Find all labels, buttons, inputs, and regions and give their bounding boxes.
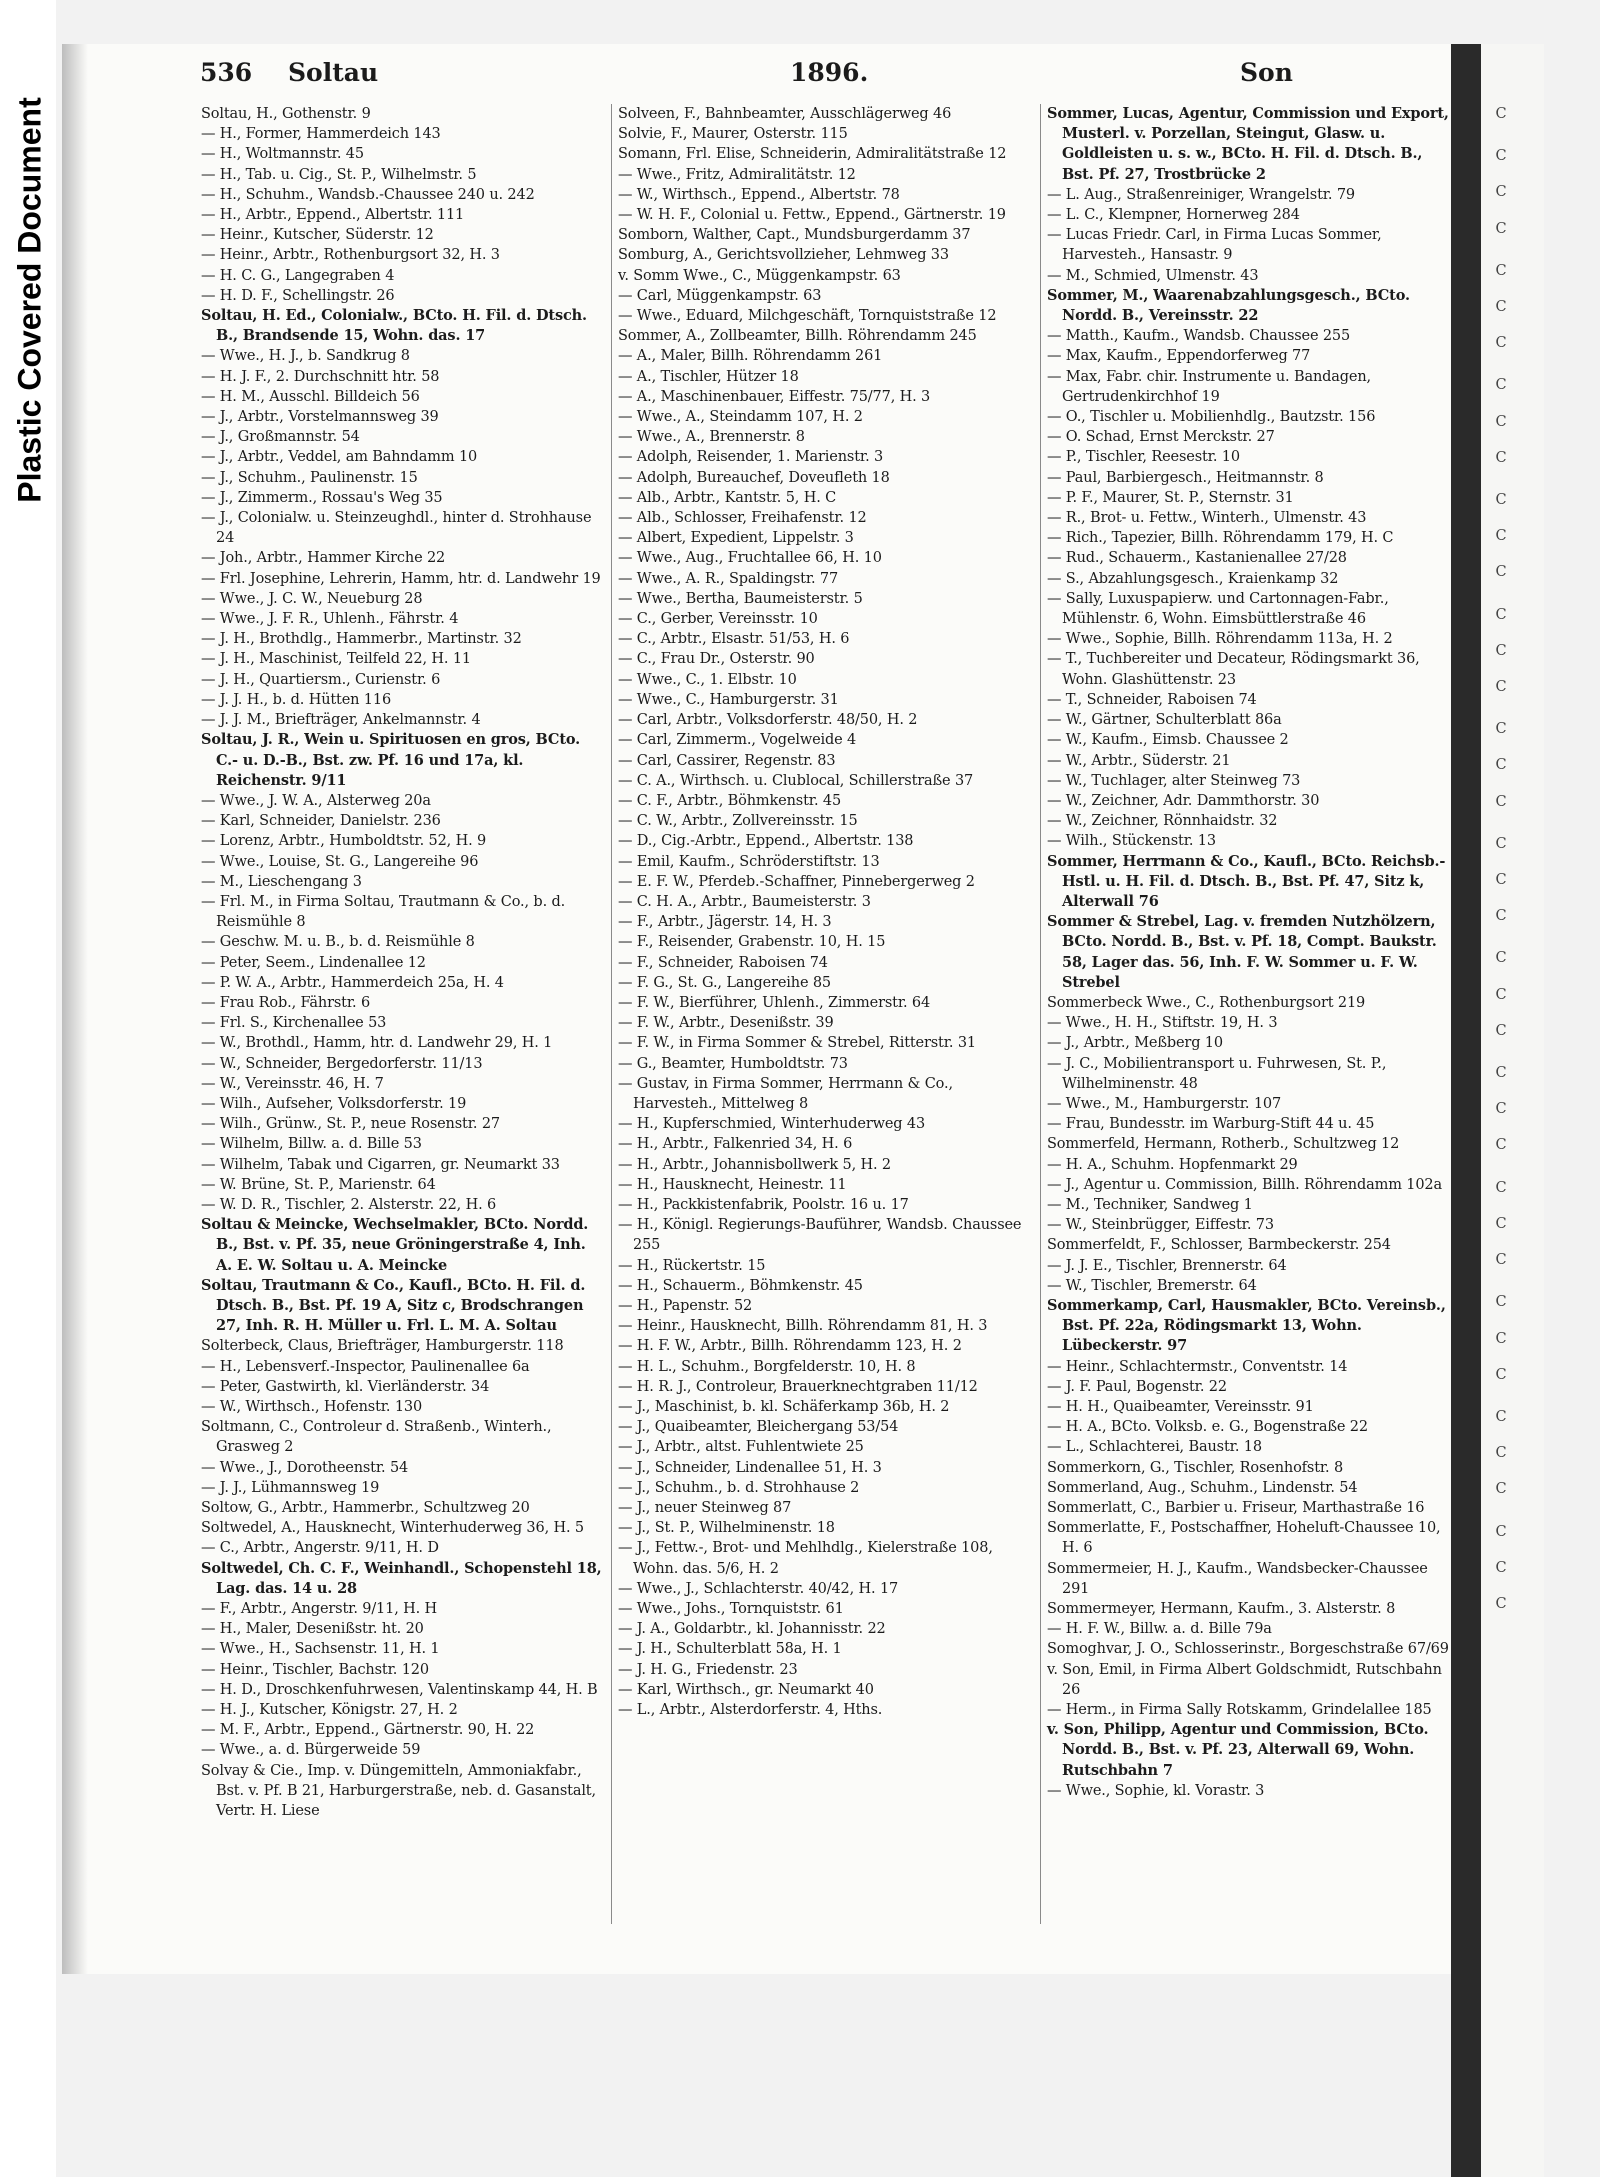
directory-entry: — G., Beamter, Humboldtstr. 73 — [618, 1055, 848, 1072]
directory-entry: — H. C. G., Langegraben 4 — [201, 267, 395, 284]
directory-entry: — J., Zimmerm., Rossau's Weg 35 — [201, 489, 443, 506]
directory-entry: — W., Arbtr., Süderstr. 21 — [1047, 752, 1231, 769]
directory-entry: Soltow, G., Arbtr., Hammerbr., Schultzweg 20 — [201, 1500, 530, 1517]
directory-entry: — Joh., Arbtr., Hammer Kirche 22 — [201, 550, 446, 567]
directory-entry: — Heinr., Hausknecht, Billh. Röhrendamm 81, H. 3 — [618, 1318, 988, 1335]
directory-entry: — F., Arbtr., Jägerstr. 14, H. 3 — [618, 914, 832, 931]
column-rule — [611, 104, 612, 1924]
directory-entry: — W., Vereinsstr. 46, H. 7 — [201, 1075, 384, 1092]
directory-entry: Sommer, Lucas, Agentur, Commission und Export, Musterl. v. Porzellan, Steingut, Glasw. u. Goldleisten u. s. w., BCto. H. Fil. d. Dtsch. B., Bst. Pf. 27, Trostbrücke 2 — [1047, 105, 1449, 183]
directory-entry: — J. H. G., Friedenstr. 23 — [618, 1661, 798, 1678]
directory-entry: — H., Arbtr., Eppend., Albertstr. 111 — [201, 207, 465, 224]
directory-entry: — J. J., Lühmannsweg 19 — [201, 1479, 380, 1496]
directory-entry: — Wilh., Aufseher, Volksdorferstr. 19 — [201, 1095, 467, 1112]
directory-entry: Soltau, J. R., Wein u. Spirituosen en gros, BCto. C.- u. D.-B., Bst. zw. Pf. 16 und 17a, kl. Reichenstr. 9/11 — [201, 731, 581, 789]
right-page-initial: C — [1495, 299, 1507, 316]
directory-entry: — Max, Fabr. chir. Instrumente u. Bandagen, Gertrudenkirchhof 19 — [1047, 368, 1371, 405]
directory-entry: — Peter, Seem., Lindenallee 12 — [201, 954, 426, 971]
directory-entry: — Frl. S., Kirchenallee 53 — [201, 1015, 387, 1032]
directory-entry: — Wwe., Aug., Fruchtallee 66, H. 10 — [618, 550, 882, 567]
directory-entry: — Wwe., J. F. R., Uhlenh., Fährstr. 4 — [201, 611, 459, 628]
directory-entry: — T., Schneider, Raboisen 74 — [1047, 691, 1257, 708]
directory-entry: — H., Maler, Desenißstr. ht. 20 — [201, 1621, 424, 1638]
directory-entry: — W. Brüne, St. P., Marienstr. 64 — [201, 1176, 436, 1193]
directory-entry: — J. H., Quartiersm., Curienstr. 6 — [201, 671, 441, 688]
right-page-initial: C — [1495, 872, 1507, 889]
directory-entry: — J., Schneider, Lindenallee 51, H. 3 — [618, 1459, 882, 1476]
directory-entry: — Karl, Wirthsch., gr. Neumarkt 40 — [618, 1681, 874, 1698]
directory-entry: — H. F. W., Arbtr., Billh. Röhrendamm 123, H. 2 — [618, 1338, 962, 1355]
directory-entry: — H. D., Droschkenfuhrwesen, Valentinskamp 44, H. B — [201, 1681, 598, 1698]
right-page-initials — [1486, 104, 1516, 1636]
directory-entry: — W., Kaufm., Eimsb. Chaussee 2 — [1047, 732, 1289, 749]
right-page-initial: C — [1495, 564, 1507, 581]
directory-entry: — C. H. A., Arbtr., Baumeisterstr. 3 — [618, 893, 871, 910]
directory-entry: — Rud., Schauerm., Kastanienallee 27/28 — [1047, 550, 1347, 567]
directory-entry: Sommerlatt, C., Barbier u. Friseur, Marthastraße 16 — [1047, 1500, 1425, 1517]
right-page-initial: C — [1495, 106, 1507, 122]
directory-entry: — Wilhelm, Billw. a. d. Bille 53 — [201, 1136, 422, 1153]
directory-entry: — J., St. P., Wilhelminenstr. 18 — [618, 1520, 835, 1537]
directory-entry: v. Son, Philipp, Agentur und Commission, BCto. Nordd. B., Bst. v. Pf. 23, Alterwall 69, Wohn. Rutschbahn 7 — [1047, 1721, 1429, 1779]
directory-entry: Sommermeyer, Hermann, Kaufm., 3. Alsterstr. 8 — [1047, 1601, 1396, 1618]
directory-entry: — W., Tuchlager, alter Steinweg 73 — [1047, 772, 1301, 789]
directory-entry: — Wwe., J., Dorotheenstr. 54 — [201, 1459, 409, 1476]
directory-entry: — Wwe., Louise, St. G., Langereihe 96 — [201, 853, 479, 870]
directory-entry: — L. Aug., Straßenreiniger, Wrangelstr. 79 — [1047, 186, 1356, 203]
directory-entry: — Rich., Tapezier, Billh. Röhrendamm 179, H. C — [1047, 530, 1394, 547]
directory-entry: — P. F., Maurer, St. P., Sternstr. 31 — [1047, 489, 1294, 506]
directory-entry: Sommermeier, H. J., Kaufm., Wandsbecker-Chaussee 291 — [1047, 1560, 1428, 1597]
directory-entry: — Wwe., C., 1. Elbstr. 10 — [618, 671, 797, 688]
right-page-initial: C — [1495, 528, 1507, 545]
directory-entry: — J., Colonialw. u. Steinzeughdl., hinter d. Strohhause 24 — [201, 510, 592, 547]
directory-entry: Sommerkamp, Carl, Hausmakler, BCto. Vereinsb., Bst. Pf. 22a, Rödingsmarkt 13, Wohn. Lübeckerstr. 97 — [1047, 1296, 1446, 1355]
right-page-initial: C — [1495, 335, 1507, 352]
right-page-initial: C — [1495, 262, 1507, 279]
directory-entry: — J. F. Paul, Bogenstr. 22 — [1047, 1378, 1227, 1395]
directory-entry: — Heinr., Kutscher, Süderstr. 12 — [201, 227, 434, 244]
directory-entry: — H., Lebensverf.-Inspector, Paulinenallee 6a — [201, 1358, 530, 1375]
directory-entry: — H., Arbtr., Johannisbollwerk 5, H. 2 — [618, 1156, 891, 1173]
directory-entry: — F., Arbtr., Angerstr. 9/11, H. H — [201, 1601, 438, 1618]
directory-entry: — Gustav, in Firma Sommer, Herrmann & Co., Harvesteh., Mittelweg 8 — [618, 1075, 953, 1112]
directory-entry: — C., Arbtr., Angerstr. 9/11, H. D — [201, 1540, 439, 1557]
directory-entry: — J. C., Mobilientransport u. Fuhrwesen, St. P., Wilhelminenstr. 48 — [1047, 1055, 1387, 1092]
directory-entry: — Emil, Kaufm., Schröderstiftstr. 13 — [618, 853, 880, 870]
right-page-initial: C — [1495, 1481, 1507, 1498]
directory-entry: — C. F., Arbtr., Böhmkenstr. 45 — [618, 792, 842, 809]
directory-entry: — Wwe., a. d. Bürgerweide 59 — [201, 1742, 421, 1759]
directory-entry: — J., Arbtr., Vorstelmannsweg 39 — [201, 409, 439, 426]
directory-entry: — F., Reisender, Grabenstr. 10, H. 15 — [618, 934, 886, 951]
directory-entry: — M. F., Arbtr., Eppend., Gärtnerstr. 90, H. 22 — [201, 1722, 535, 1739]
directory-entry: — H., Arbtr., Falkenried 34, H. 6 — [618, 1136, 853, 1153]
directory-entry: — J. H., Maschinist, Teilfeld 22, H. 11 — [201, 651, 471, 668]
directory-entry: Soltmann, C., Controleur d. Straßenb., Winterh., Grasweg 2 — [201, 1419, 552, 1456]
directory-entry: — J., Arbtr., altst. Fuhlentwiete 25 — [618, 1439, 864, 1456]
right-page-initial: C — [1495, 793, 1507, 810]
right-page-initial: C — [1495, 1445, 1507, 1462]
directory-entry: — Herm., in Firma Sally Rotskamm, Grindelallee 185 — [1047, 1702, 1432, 1719]
directory-entry: — F. W., Bierführer, Uhlenh., Zimmerstr. 64 — [618, 994, 931, 1011]
directory-entry: — Geschw. M. u. B., b. d. Reismühle 8 — [201, 934, 475, 951]
directory-entry: — Alb., Arbtr., Kantstr. 5, H. C — [618, 489, 837, 506]
right-page-initial: C — [1495, 757, 1507, 774]
right-page-initial: C — [1495, 642, 1507, 659]
right-page-initial: C — [1495, 220, 1507, 237]
right-page-initial: C — [1495, 1595, 1507, 1612]
directory-entry: — W., Zeichner, Rönnhaidstr. 32 — [1047, 813, 1278, 830]
directory-entry: — L., Arbtr., Alsterdorferstr. 4, Hths. — [618, 1702, 883, 1719]
directory-entry: — Wwe., Fritz, Admiralitätstr. 12 — [618, 166, 856, 183]
year: 1896. — [790, 58, 869, 87]
directory-entry: Soltwedel, Ch. C. F., Weinhandl., Schopenstehl 18, Lag. das. 14 u. 28 — [201, 1559, 602, 1597]
directory-entry: — T., Tuchbereiter und Decateur, Rödingsmarkt 36, Wohn. Glashüttenstr. 23 — [1047, 651, 1420, 688]
directory-entry: — H., Hausknecht, Heinestr. 11 — [618, 1176, 847, 1193]
right-page-initial: C — [1495, 1137, 1507, 1154]
directory-entry: — Frl. Josephine, Lehrerin, Hamm, htr. d. Landwehr 19 — [201, 570, 601, 587]
directory-entry: — J., Quaibeamter, Bleichergang 53/54 — [618, 1419, 899, 1436]
right-page-initial: C — [1495, 1408, 1507, 1425]
directory-entry: Soltwedel, A., Hausknecht, Winterhuderweg 36, H. 5 — [201, 1520, 584, 1537]
directory-entry: — Wilhelm, Tabak und Cigarren, gr. Neumarkt 33 — [201, 1156, 560, 1173]
directory-entry: Sommerbeck Wwe., C., Rothenburgsort 219 — [1047, 994, 1366, 1011]
directory-entry: — H. J., Kutscher, Königstr. 27, H. 2 — [201, 1702, 458, 1719]
directory-entry: — P. W. A., Arbtr., Hammerdeich 25a, H. 4 — [201, 974, 504, 991]
directory-entry: — J., Großmannstr. 54 — [201, 429, 360, 446]
directory-entry: — W., Steinbrügger, Eiffestr. 73 — [1047, 1217, 1274, 1234]
directory-entry: — Wwe., M., Hamburgerstr. 107 — [1047, 1095, 1282, 1112]
directory-entry: Sommer, Herrmann & Co., Kaufl., BCto. Reichsb.-Hstl. u. H. Fil. d. Dtsch. B., Bst. Pf. 47, Sitz k, Alterwall 76 — [1047, 852, 1446, 910]
directory-entry: — W., Gärtner, Schulterblatt 86a — [1047, 712, 1282, 729]
directory-entry: Sommerfeldt, F., Schlosser, Barmbeckerstr. 254 — [1047, 1237, 1391, 1254]
directory-entry: — Carl, Zimmerm., Vogelweide 4 — [618, 732, 857, 749]
right-page-initial: C — [1495, 377, 1507, 394]
directory-entry: — L. C., Klempner, Hornerweg 284 — [1047, 207, 1300, 224]
directory-entry: — H. A., Schuhm. Hopfenmarkt 29 — [1047, 1156, 1298, 1173]
directory-entry: — W., Brothdl., Hamm, htr. d. Landwehr 29, H. 1 — [201, 1035, 553, 1052]
directory-entry: Soltau & Meincke, Wechselmakler, BCto. Nordd. B., Bst. v. Pf. 35, neue Gröningerstraße 4, Inh. A. E. W. Soltau u. A. Meincke — [201, 1216, 589, 1274]
directory-entry: — A., Maler, Billh. Röhrendamm 261 — [618, 348, 883, 365]
directory-entry: v. Somm Wwe., C., Müggenkampstr. 63 — [618, 267, 901, 284]
left-running-name: Soltau — [288, 58, 379, 87]
directory-entry: — J., neuer Steinweg 87 — [618, 1500, 792, 1517]
right-page-initial: C — [1495, 908, 1507, 925]
directory-entry: — Wwe., A., Brennerstr. 8 — [618, 429, 805, 446]
page-number: 536 — [200, 58, 253, 87]
directory-entry: Sommerkorn, G., Tischler, Rosenhofstr. 8 — [1047, 1459, 1344, 1476]
directory-entry: — J. J. E., Tischler, Brennerstr. 64 — [1047, 1257, 1287, 1274]
directory-entry: — J. J. M., Briefträger, Ankelmannstr. 4 — [201, 712, 481, 729]
directory-entry: — O., Tischler u. Mobilienhdlg., Bautzstr. 156 — [1047, 409, 1376, 426]
directory-entry: — Frau, Bundesstr. im Warburg-Stift 44 u. 45 — [1047, 1116, 1375, 1133]
directory-entry: — Karl, Schneider, Danielstr. 236 — [201, 813, 441, 830]
right-page-initial: C — [1495, 449, 1507, 466]
directory-entry: — H., Former, Hammerdeich 143 — [201, 126, 441, 143]
directory-entry: — W., Tischler, Bremerstr. 64 — [1047, 1277, 1257, 1294]
directory-entry: — J. A., Goldarbtr., kl. Johannisstr. 22 — [618, 1621, 886, 1638]
directory-entry: — H. M., Ausschl. Billdeich 56 — [201, 388, 420, 405]
directory-entry: — Wwe., J. W. A., Alsterweg 20a — [201, 792, 431, 809]
right-page-initial: C — [1495, 492, 1507, 509]
directory-entry: — Frau Rob., Fährstr. 6 — [201, 994, 371, 1011]
directory-entry: — Carl, Arbtr., Volksdorferstr. 48/50, H. 2 — [618, 712, 918, 729]
directory-entry: — A., Maschinenbauer, Eiffestr. 75/77, H. 3 — [618, 388, 931, 405]
right-page-initial: C — [1495, 1366, 1507, 1383]
directory-entry: — Wilh., Stückenstr. 13 — [1047, 833, 1216, 850]
directory-entry: — Wwe., Bertha, Baumeisterstr. 5 — [618, 590, 863, 607]
directory-entry: — F., Schneider, Raboisen 74 — [618, 954, 828, 971]
directory-entry: — C., Arbtr., Elsastr. 51/53, H. 6 — [618, 631, 850, 648]
directory-entry: — Peter, Gastwirth, kl. Vierländerstr. 34 — [201, 1378, 490, 1395]
directory-entry: Somburg, A., Gerichtsvollzieher, Lehmweg 33 — [618, 247, 949, 264]
directory-entry: — Carl, Müggenkampstr. 63 — [618, 287, 822, 304]
directory-entry: — Heinr., Tischler, Bachstr. 120 — [201, 1661, 429, 1678]
directory-entry: — Heinr., Schlachtermstr., Conventstr. 14 — [1047, 1358, 1348, 1375]
directory-entry: — O. Schad, Ernst Merckstr. 27 — [1047, 429, 1275, 446]
directory-entry: Solvie, F., Maurer, Osterstr. 115 — [618, 126, 848, 143]
right-page-initial: C — [1495, 835, 1507, 852]
directory-entry: Soltau, H., Gothenstr. 9 — [201, 106, 371, 122]
directory-entry: — Wilh., Grünw., St. P., neue Rosenstr. 27 — [201, 1116, 500, 1133]
directory-entry: — L., Schlachterei, Baustr. 18 — [1047, 1439, 1262, 1456]
directory-entry: — F. G., St. G., Langereihe 85 — [618, 974, 832, 991]
directory-entry: — H., Kupferschmied, Winterhuderweg 43 — [618, 1116, 926, 1133]
directory-entry: — W., Zeichner, Adr. Dammthorstr. 30 — [1047, 792, 1320, 809]
directory-entry: Somoghvar, J. O., Schlosserinstr., Borgeschstraße 67/69 — [1047, 1641, 1449, 1658]
directory-entry: — C., Frau Dr., Osterstr. 90 — [618, 651, 815, 668]
directory-entry: — W. H. F., Colonial u. Fettw., Eppend., Gärtnerstr. 19 — [618, 207, 1006, 224]
right-page-initial: C — [1495, 1252, 1507, 1269]
directory-entry: — H., Tab. u. Cig., St. P., Wilhelmstr. 5 — [201, 166, 477, 183]
directory-entry: v. Son, Emil, in Firma Albert Goldschmidt, Rutschbahn 26 — [1047, 1661, 1442, 1698]
directory-entry: — Paul, Barbiergesch., Heitmannstr. 8 — [1047, 469, 1324, 486]
directory-entry: — M., Techniker, Sandweg 1 — [1047, 1196, 1253, 1213]
right-page-initial: C — [1495, 1179, 1507, 1196]
directory-entry: — H., Schuhm., Wandsb.-Chaussee 240 u. 242 — [201, 186, 535, 203]
directory-entry: — F. W., in Firma Sommer & Strebel, Ritterstr. 31 — [618, 1035, 976, 1052]
right-page-initial: C — [1495, 1294, 1507, 1311]
directory-entry: — Albert, Expedient, Lippelstr. 3 — [618, 530, 854, 547]
directory-entry: — Sally, Luxuspapierw. und Cartonnagen-Fabr., Mühlenstr. 6, Wohn. Eimsbüttlerstraße 46 — [1047, 590, 1389, 628]
directory-entry: — S., Abzahlungsgesch., Kraienkamp 32 — [1047, 570, 1339, 587]
directory-entry: — H. A., BCto. Volksb. e. G., Bogenstraße 22 — [1047, 1419, 1368, 1436]
right-page-initial: C — [1495, 1330, 1507, 1347]
column-rule — [1040, 104, 1041, 1924]
directory-entry: — F. W., Arbtr., Desenißstr. 39 — [618, 1015, 834, 1032]
side-label-bar — [0, 0, 56, 2177]
directory-entry: — W., Schneider, Bergedorferstr. 11/13 — [201, 1055, 483, 1072]
right-page-initial: C — [1495, 148, 1507, 165]
directory-entry: — Wwe., Johs., Tornquiststr. 61 — [618, 1601, 844, 1618]
right-page-initial: C — [1495, 1022, 1507, 1039]
directory-entry: — M., Lieschengang 3 — [201, 873, 362, 890]
directory-entry: — Lucas Friedr. Carl, in Firma Lucas Sommer, Harvesteh., Hansastr. 9 — [1047, 227, 1382, 264]
page-edge-shadow — [62, 44, 88, 1974]
directory-entry: — H. H., Quaibeamter, Vereinsstr. 91 — [1047, 1399, 1314, 1415]
directory-entry: — Wwe., Eduard, Milchgeschäft, Tornquiststraße 12 — [618, 308, 997, 325]
right-page-initial: C — [1495, 1101, 1507, 1118]
directory-entry: — H. L., Schuhm., Borgfelderstr. 10, H. 8 — [618, 1358, 916, 1375]
directory-entry: — Wwe., H. H., Stiftstr. 19, H. 3 — [1047, 1015, 1278, 1032]
directory-entry: — Wwe., J., Schlachterstr. 40/42, H. 17 — [618, 1580, 899, 1597]
directory-entry: — Alb., Schlosser, Freihafenstr. 12 — [618, 510, 867, 527]
directory-entry: — H., Packkistenfabrik, Poolstr. 16 u. 17 — [618, 1196, 909, 1213]
directory-entry: — H., Schauerm., Böhmkenstr. 45 — [618, 1277, 863, 1294]
directory-entry: — J., Arbtr., Meßberg 10 — [1047, 1035, 1223, 1052]
directory-entry: — E. F. W., Pferdeb.-Schaffner, Pinnebergerweg 2 — [618, 873, 975, 890]
directory-entry: Sommerfeld, Hermann, Rotherb., Schultzweg 12 — [1047, 1136, 1400, 1153]
directory-column-1 — [201, 104, 605, 1821]
directory-entry: — J. H., Schulterblatt 58a, H. 1 — [618, 1641, 842, 1658]
directory-entry: — J., Fettw.-, Brot- und Mehlhdlg., Kielerstraße 108, Wohn. das. 5/6, H. 2 — [618, 1540, 993, 1577]
directory-entry: — W., Wirthsch., Eppend., Albertstr. 78 — [618, 186, 900, 203]
directory-entry: — H., Woltmannstr. 45 — [201, 146, 364, 163]
right-running-name: Son — [1240, 58, 1293, 87]
directory-entry: — C. A., Wirthsch. u. Clublocal, Schillerstraße 37 — [618, 772, 974, 789]
directory-entry: — H., Papenstr. 52 — [618, 1297, 753, 1314]
right-page-initial: C — [1495, 986, 1507, 1003]
directory-entry: — Wwe., Sophie, kl. Vorastr. 3 — [1047, 1782, 1265, 1799]
directory-entry: — M., Schmied, Ulmenstr. 43 — [1047, 267, 1259, 284]
directory-entry: — H. R. J., Controleur, Brauerknechtgraben 11/12 — [618, 1378, 978, 1395]
directory-entry: Soltau, Trautmann & Co., Kaufl., BCto. H. Fil. d. Dtsch. B., Bst. Pf. 19 A, Sitz c, Brodschrangen 27, Inh. R. H. Müller u. Frl. L. M. A. Soltau — [201, 1276, 586, 1335]
directory-entry: — Matth., Kaufm., Wandsb. Chaussee 255 — [1047, 328, 1351, 345]
directory-entry: Solvay & Cie., Imp. v. Düngemitteln, Ammoniakfabr., Bst. v. Pf. B 21, Harburgerstraße, neb. d. Gasanstalt, Vertr. H. Liese — [201, 1762, 596, 1820]
directory-entry: Sommer, M., Waarenabzahlungsgesch., BCto. Nordd. B., Vereinsstr. 22 — [1047, 286, 1410, 325]
directory-entry: — Carl, Cassirer, Regenstr. 83 — [618, 752, 836, 769]
right-page-initial: C — [1495, 184, 1507, 201]
directory-entry: — Wwe., H. J., b. Sandkrug 8 — [201, 348, 410, 365]
directory-entry: Somann, Frl. Elise, Schneiderin, Admiralitätstraße 12 — [618, 146, 1007, 163]
directory-entry: — A., Tischler, Hützer 18 — [618, 368, 799, 385]
directory-entry: — J., Maschinist, b. kl. Schäferkamp 36b, H. 2 — [618, 1399, 950, 1415]
directory-entry: — Wwe., C., Hamburgerstr. 31 — [618, 691, 839, 708]
directory-entry: — H. J. F., 2. Durchschnitt htr. 58 — [201, 368, 440, 385]
directory-entry: — Wwe., A. R., Spaldingstr. 77 — [618, 570, 839, 587]
directory-entry: — D., Cig.-Arbtr., Eppend., Albertstr. 138 — [618, 833, 914, 850]
directory-entry: — Wwe., J. C. W., Neueburg 28 — [201, 590, 423, 607]
directory-entry: — Lorenz, Arbtr., Humboldtstr. 52, H. 9 — [201, 833, 487, 850]
right-page-initial: C — [1495, 1559, 1507, 1576]
directory-entry: — W. D. R., Tischler, 2. Alsterstr. 22, H. 6 — [201, 1196, 497, 1213]
directory-entry: — H., Rückertstr. 15 — [618, 1257, 766, 1274]
directory-entry: — R., Brot- u. Fettw., Winterh., Ulmenstr. 43 — [1047, 510, 1367, 527]
directory-entry: Sommer, A., Zollbeamter, Billh. Röhrendamm 245 — [618, 328, 977, 345]
directory-entry: — H., Königl. Regierungs-Bauführer, Wandsb. Chaussee 255 — [618, 1217, 1022, 1254]
right-page-initial: C — [1495, 606, 1507, 623]
directory-entry: Solveen, F., Bahnbeamter, Ausschlägerweg 46 — [618, 106, 952, 122]
directory-entry: — J., Arbtr., Veddel, am Bahndamm 10 — [201, 449, 478, 466]
directory-entry: — P., Tischler, Reesestr. 10 — [1047, 449, 1240, 466]
directory-entry: — H. F. W., Billw. a. d. Bille 79a — [1047, 1621, 1272, 1638]
directory-entry: — J. H., Brothdlg., Hammerbr., Martinstr. 32 — [201, 631, 522, 648]
directory-entry: — Adolph, Bureauchef, Doveufleth 18 — [618, 469, 890, 486]
directory-entry: Sommerland, Aug., Schuhm., Lindenstr. 54 — [1047, 1479, 1358, 1496]
right-page-initial: C — [1495, 1215, 1507, 1232]
directory-entry: Sommerlatte, F., Postschaffner, Hoheluft-Chaussee 10, H. 6 — [1047, 1520, 1441, 1557]
directory-entry: — Max, Kaufm., Eppendorferweg 77 — [1047, 348, 1311, 365]
directory-entry: — J., Agentur u. Commission, Billh. Röhrendamm 102a — [1047, 1176, 1442, 1193]
right-page-initial: C — [1495, 413, 1507, 430]
book-gutter — [1451, 44, 1481, 2177]
directory-entry: — Wwe., H., Sachsenstr. 11, H. 1 — [201, 1641, 440, 1658]
directory-entry: — Frl. M., in Firma Soltau, Trautmann & Co., b. d. Reismühle 8 — [201, 893, 566, 931]
directory-entry: — J., Schuhm., b. d. Strohhause 2 — [618, 1479, 860, 1496]
directory-column-2 — [618, 104, 1022, 1720]
right-page-initial: C — [1495, 679, 1507, 696]
right-page-initial: C — [1495, 950, 1507, 967]
page-header — [200, 58, 1448, 94]
directory-entry: Sommer & Strebel, Lag. v. fremden Nutzhölzern, BCto. Nordd. B., Bst. v. Pf. 18, Compt. Baukstr. 58, Lager das. 56, Inh. F. W. Sommer u. F. W. Strebel — [1047, 913, 1437, 991]
directory-entry: — J., Schuhm., Paulinenstr. 15 — [201, 469, 418, 486]
directory-entry: Somborn, Walther, Capt., Mundsburgerdamm 37 — [618, 227, 971, 244]
directory-entry: Soltau, H. Ed., Colonialw., BCto. H. Fil. d. Dtsch. B., Brandsende 15, Wohn. das. 17 — [201, 307, 587, 345]
directory-entry: — Wwe., A., Steindamm 107, H. 2 — [618, 409, 863, 426]
directory-entry: — J. J. H., b. d. Hütten 116 — [201, 691, 392, 708]
directory-entry: — C. W., Arbtr., Zollvereinsstr. 15 — [618, 813, 858, 830]
directory-entry: Solterbeck, Claus, Briefträger, Hamburgerstr. 118 — [201, 1338, 564, 1355]
directory-entry: — Adolph, Reisender, 1. Marienstr. 3 — [618, 449, 884, 466]
right-page-initial: C — [1495, 1523, 1507, 1540]
directory-entry: — C., Gerber, Vereinsstr. 10 — [618, 611, 818, 628]
directory-entry: — Wwe., Sophie, Billh. Röhrendamm 113a, H. 2 — [1047, 631, 1393, 648]
right-page-initial: C — [1495, 721, 1507, 738]
directory-entry: — H. D. F., Schellingstr. 26 — [201, 287, 395, 304]
directory-entry: — Heinr., Arbtr., Rothenburgsort 32, H. 3 — [201, 247, 500, 264]
right-page-initial: C — [1495, 1065, 1507, 1082]
directory-entry: — W., Wirthsch., Hofenstr. 130 — [201, 1399, 423, 1415]
directory-column-3 — [1047, 104, 1451, 1801]
side-label-text: Plastic Covered Document — [11, 97, 48, 503]
